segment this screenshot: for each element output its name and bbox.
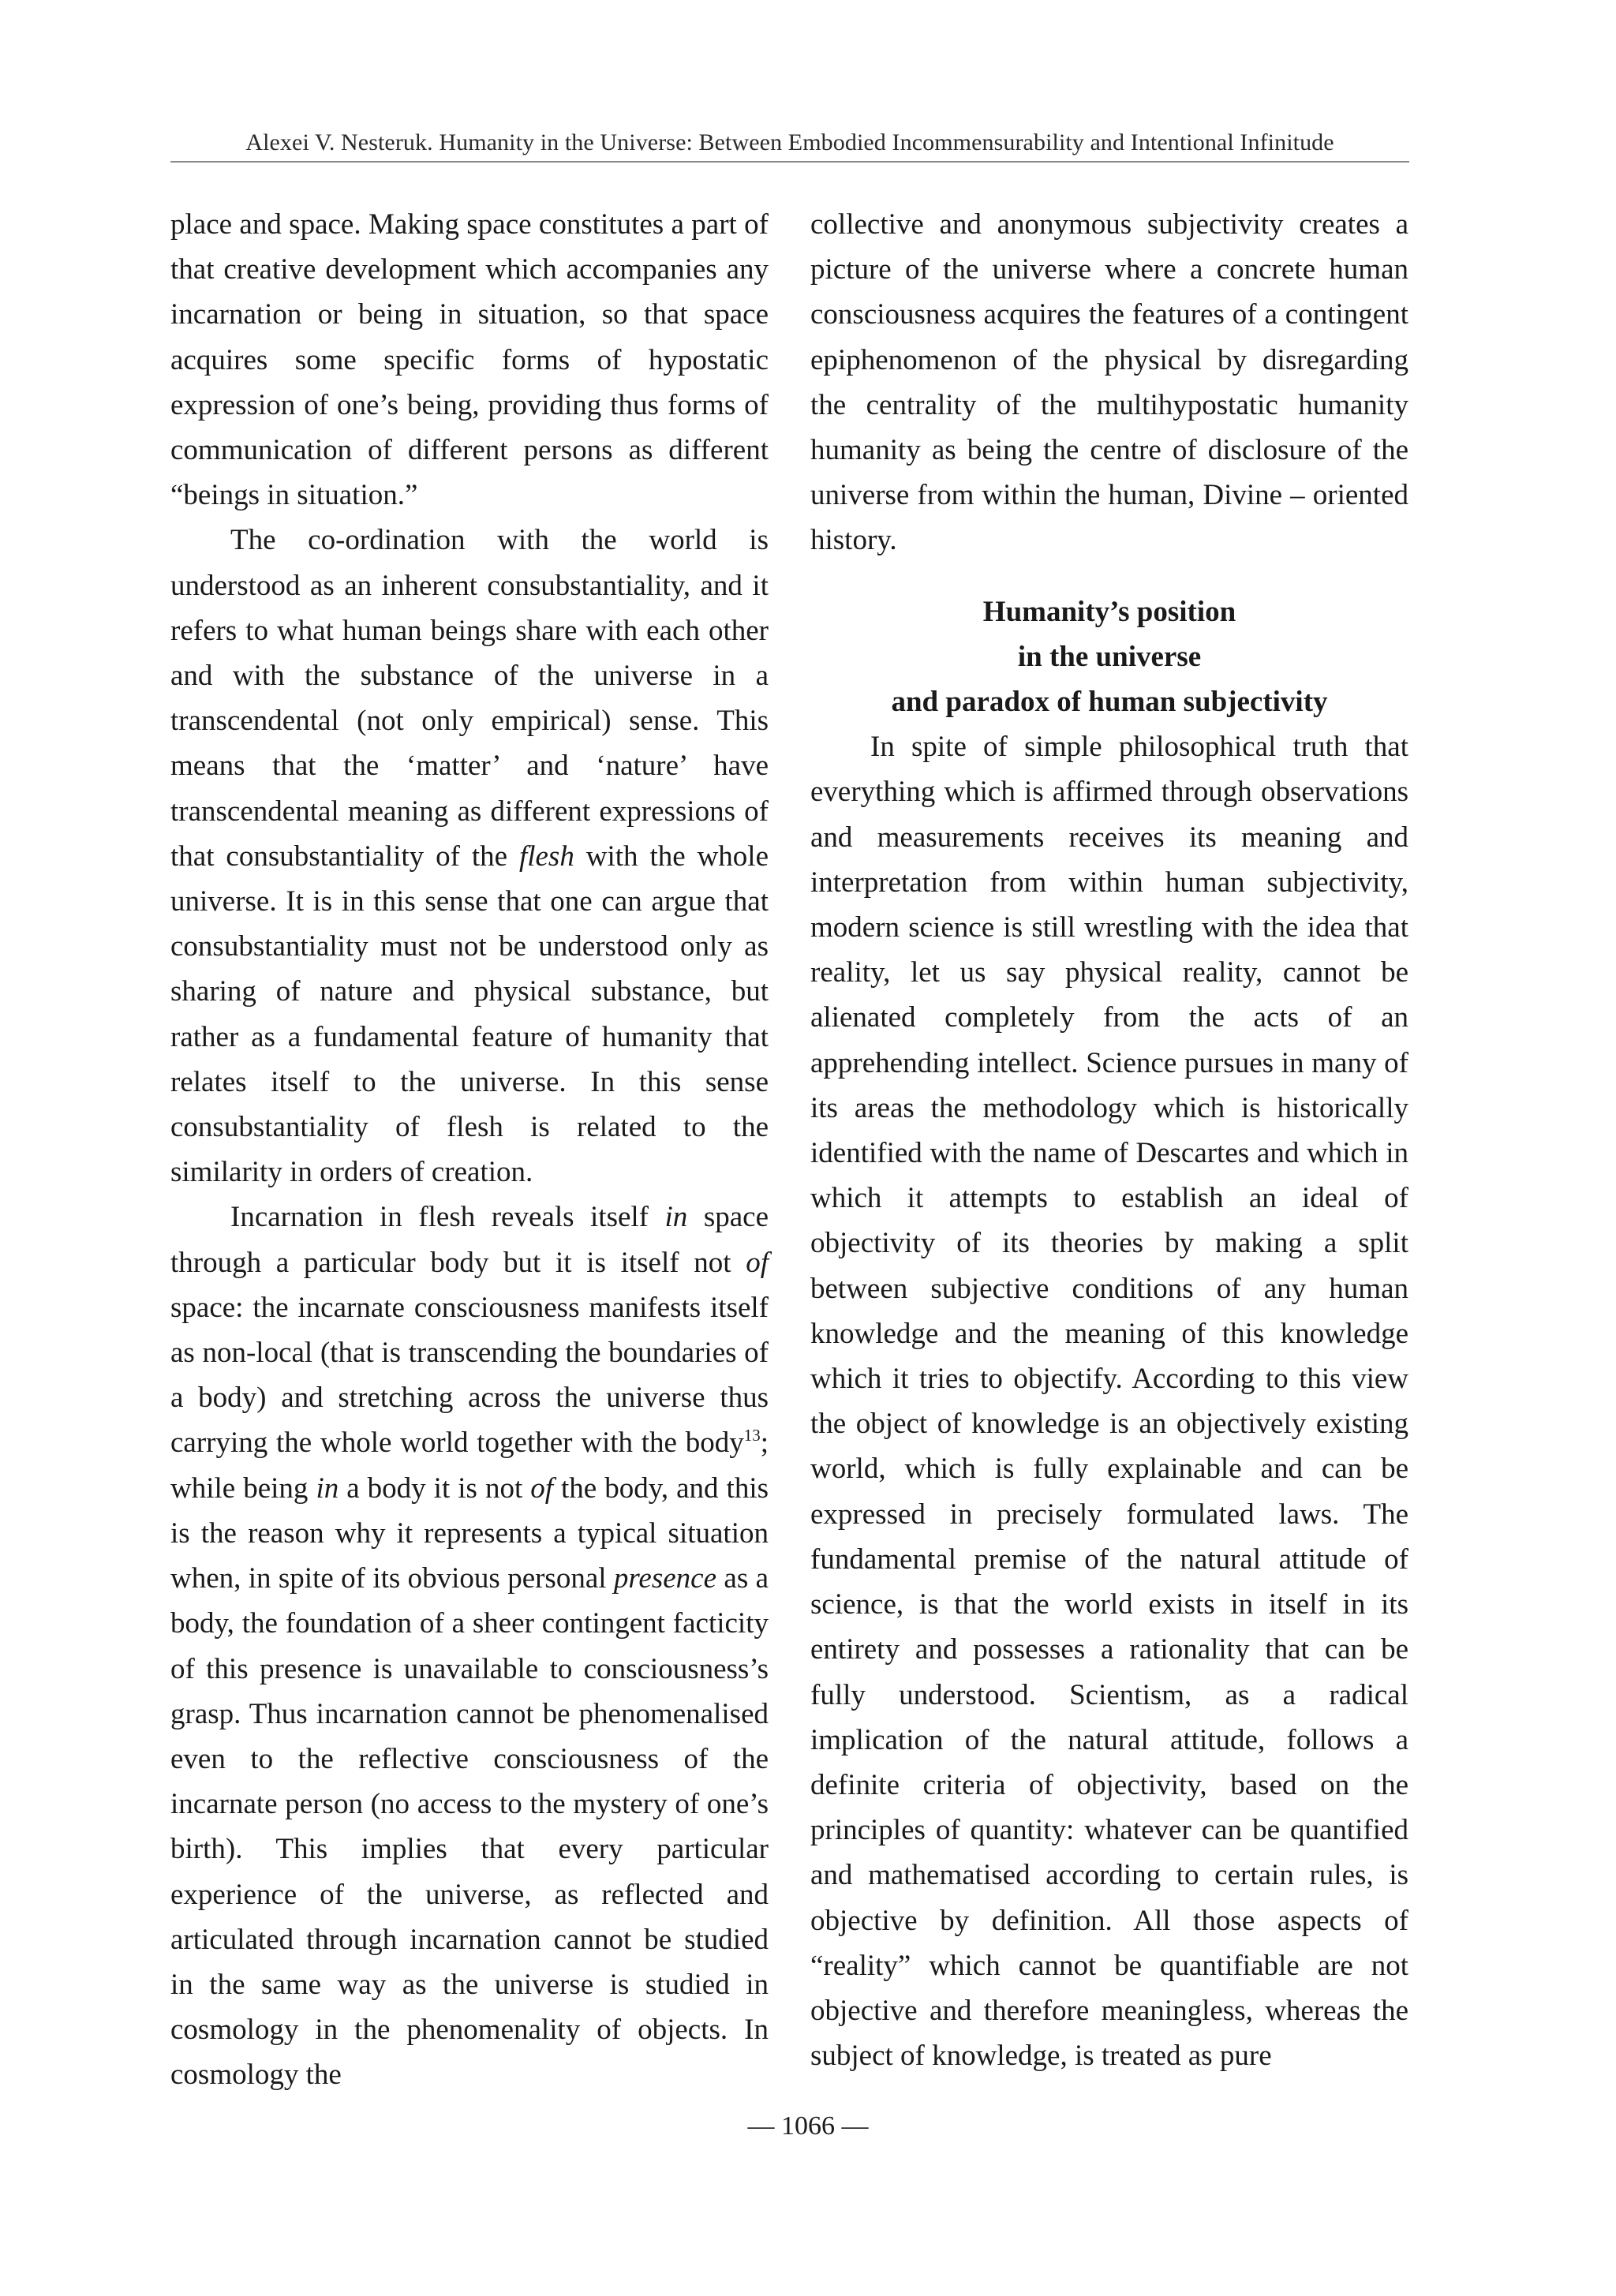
running-header: Alexei V. Nesteruk. Humanity in the Universe: Between Embodied Incommensurability and Intentional Infinitude	[245, 129, 1334, 155]
italic-term: of	[530, 1471, 554, 1505]
right-column	[810, 202, 1408, 2078]
text-run: ; while being	[170, 1427, 769, 1505]
left-paragraph-3	[170, 1195, 769, 2097]
left-paragraph-2	[170, 518, 769, 1195]
left-column	[170, 202, 769, 2098]
italic-term: presence	[613, 1562, 717, 1595]
text-run: a body it is not	[339, 1471, 531, 1505]
section-heading-line-2: in the universe	[1017, 640, 1202, 673]
header-rule	[170, 161, 1409, 163]
text-run: the body, and this is the reason why it represents a typical situation when, in spite of its obvious personal	[170, 1471, 769, 1595]
right-paragraph-1: collective and anonymous subjectivity creates a picture of the universe where a concrete human consciousness acquires the features of a contingent epiphenomenon of the physical by disregarding the centrality of the multihypostatic humanity humanity as being the centre of disclosure of the universe from within the human, Divine – oriented history.	[810, 208, 1408, 557]
page-number: — 1066 —	[747, 2111, 869, 2141]
footnote-marker[interactable]: 13	[743, 1426, 761, 1445]
text-run: with the whole universe. It is in this sense that one can argue that consubstantiality must not be understood only as sharing of nature and physical substance, but rather as a fundamental feature of humanity that relates itself to the universe. In this sense consubstantiality of flesh is related to the similarity in orders of creation.	[170, 839, 769, 1189]
text-run: as a body, the foundation of a sheer contingent facticity of this presence is unavailable to consciousness’s grasp. Thus incarnation cannot be phenomenalised even to the reflective consciousness of the incarnate person (no access to the mystery of one’s birth). This implies that every particular experience of the universe, as reflected and articulated through incarnation cannot be studied in the same way as the universe is studied in cosmology in the phenomenality of objects. In cosmology the	[170, 1562, 769, 2092]
text-run: Incarnation in flesh reveals itself	[230, 1201, 665, 1234]
left-paragraph-1: place and space. Making space constitutes a part of that creative development which accompanies any incarnation or being in situation, so that space acquires some specific forms of hypostatic expression of one’s being, providing thus forms of communication of different persons as different “beings in situation.”	[170, 208, 769, 512]
section-heading	[810, 589, 1408, 725]
section-heading-line-1: Humanity’s position	[982, 595, 1236, 628]
italic-term: flesh	[518, 839, 574, 873]
section-heading-line-3: and paradox of human subjectivity	[891, 686, 1328, 719]
italic-term: in	[316, 1471, 339, 1505]
italic-term: of	[746, 1246, 769, 1279]
text-run: The co-ordination with the world is understood as an inherent consubstantiality, and it refers to what human beings share with each other and with the substance of the universe in a transcendental (not only empirical) sense. This means that the ‘matter’ and ‘nature’ have transcendental meaning as different expressions of that consubstantiality of the	[170, 524, 769, 873]
text-run: space: the incarnate consciousness manifests itself as non-local (that is transcending the boundaries of a body) and stretching across the universe thus carrying the whole world together with the body	[170, 1291, 769, 1460]
italic-term: in	[664, 1201, 688, 1234]
right-paragraph-2: In spite of simple philosophical truth that everything which is affirmed through observations and measurements receives its meaning and interpretation from within human subjectivity, modern science is still wrestling with the idea that reality, let us say physical reality, cannot be alienated completely from the acts of an apprehending intellect. Science pursues in many of its areas the methodology which is historically identified with the name of Descartes and which in which it attempts to establish an ideal of objectivity of its theories by making a split between subjective conditions of any human knowledge and the meaning of this knowledge which it tries to objectify. According to this view the object of knowledge is an objectively existing world, which is fully explainable and can be expressed in precisely formulated laws. The fundamental premise of the natural attitude of science, is that the world exists in itself in its entirety and possesses a rationality that can be fully understood. Scientism, as a radical implication of the natural attitude, follows a definite criteria of objectivity, based on the principles of quantity: whatever can be quantified and mathematised according to certain rules, is objective by definition. All those aspects of “reality” which cannot be quantifiable are not objective and therefore meaningless, whereas the subject of knowledge, is treated as pure	[810, 731, 1408, 2073]
text-run: space through a particular body but it is itself not	[170, 1201, 769, 1279]
